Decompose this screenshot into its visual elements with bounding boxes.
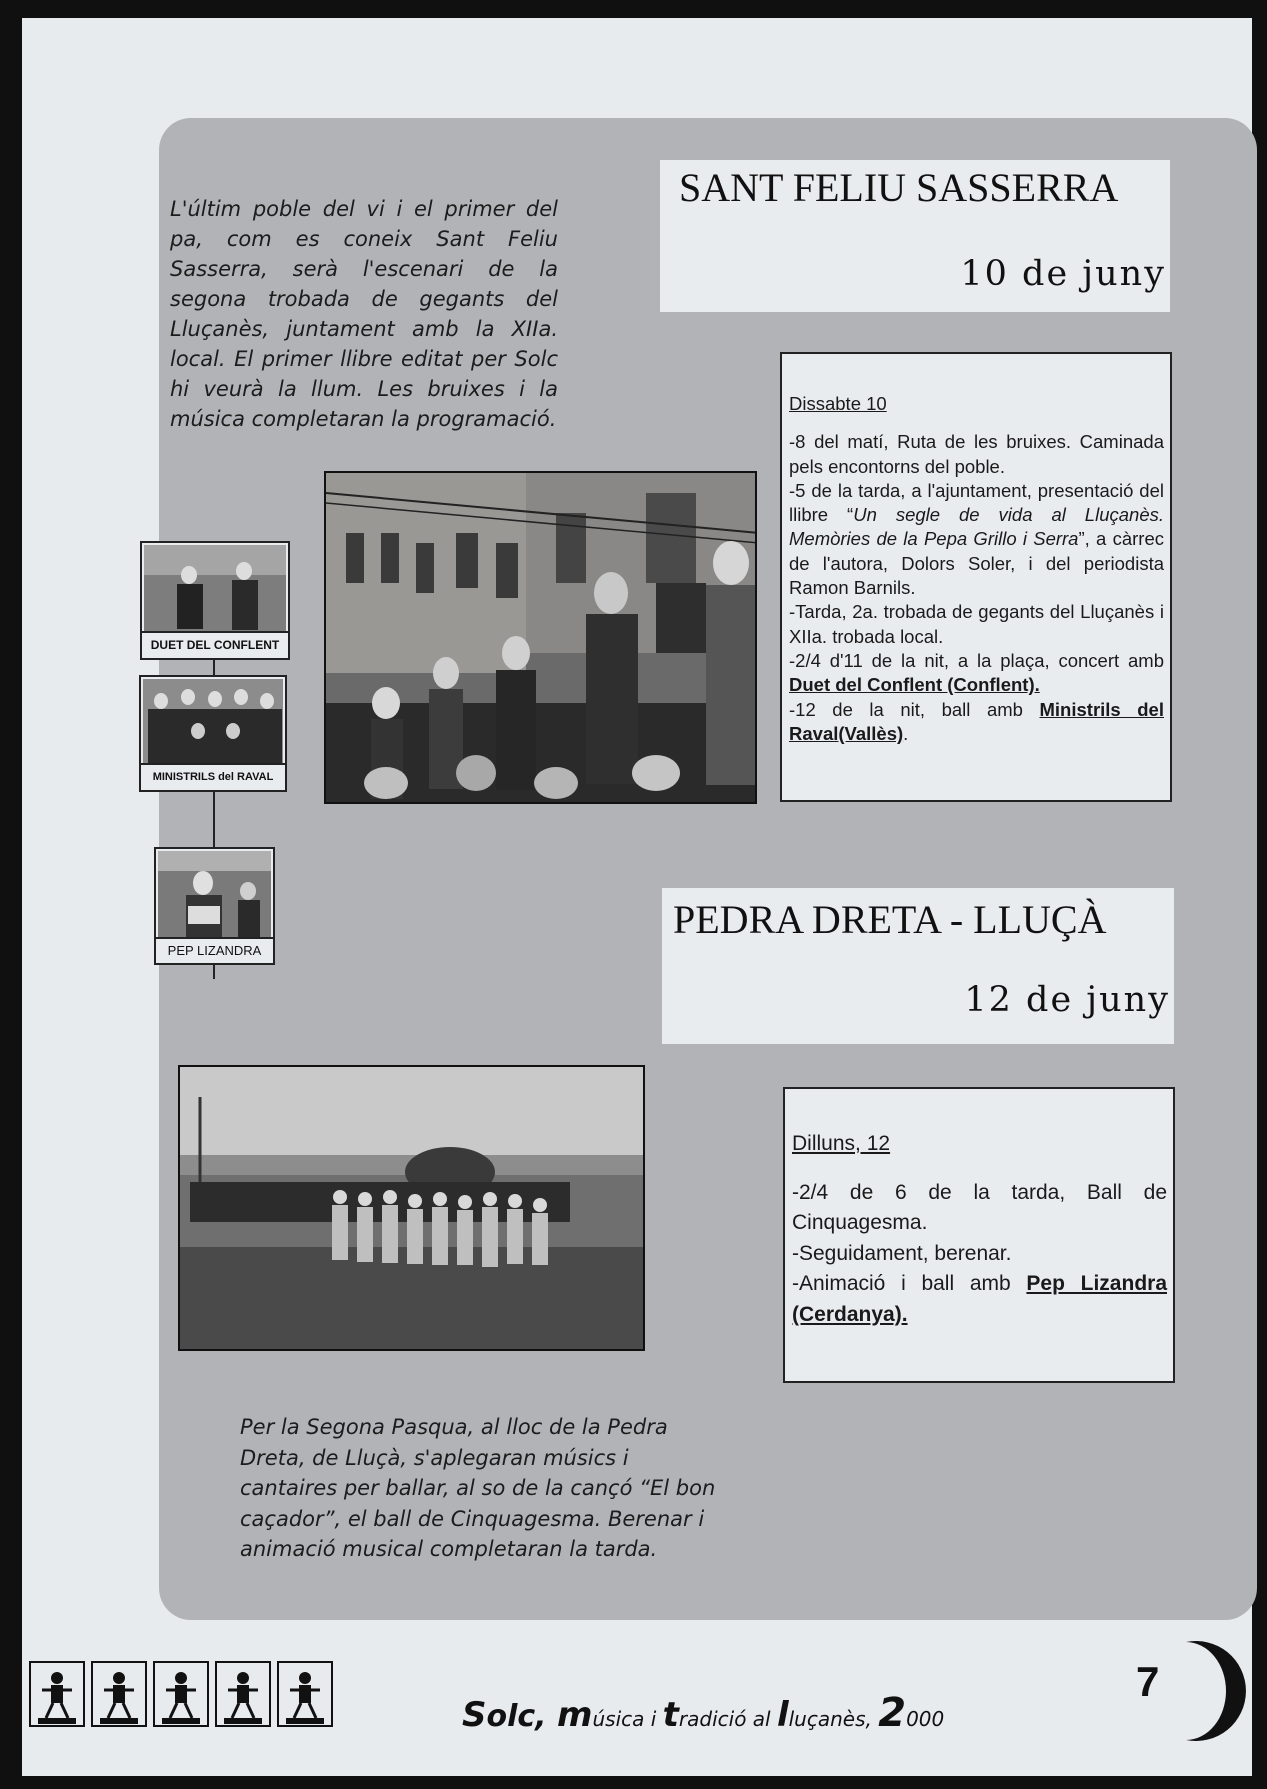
outro-paragraph: Per la Segona Pasqua, al lloc de la Pedra Dreta, de Lluçà, s'aplegaran músics i cantaires per ballar, al so de la cançó “El bon caçador”, el ball de Cinquagesma. Berenar i animació musical completaran la tarda. [240,1415,716,1561]
event2-day: Dilluns, 12 [792,1132,891,1155]
dancer-logo-icon [154,1662,208,1726]
schedule-item: -5 de la tarda, a l'ajuntament, presentació del llibre “Un segle de vida al Lluçanès. Memòries de la Pepa Grillo i Serra”, a càrrec de l'autora, Dolors Soler, i del periodista Ramon Barnils. [789,479,1165,599]
pep-lizandra-image [158,851,271,939]
footer-logos [28,1660,340,1728]
schedule-item: -12 de la nit, ball amb Ministrils del Raval(Vallès). [789,698,1164,744]
page-number: 7 [1136,1658,1160,1705]
schedule-item: -Tarda, 2a. trobada de gegants del Lluçanès i XIIa. trobada local. [789,601,1164,647]
event1-schedule [780,352,1172,802]
duet-conflent-image [144,545,286,633]
dance-photo [178,1065,645,1351]
intro-paragraph: L'últim poble del vi i el primer del pa, com es coneix Sant Feliu Sasserra, serà l'escenari de la segona trobada de gegants del Lluçanès, juntament amb la XIIa. local. El primer llibre editat per Solc hi veurà la llum. Les bruixes i la música completaran la programació. [170,197,558,431]
crescent-moon-icon [1176,1638,1256,1744]
duet-conflent-thumbnail [140,541,290,660]
ministrils-raval-caption: MINISTRILS del RAVAL [141,763,285,790]
pep-lizandra-caption: PEP LIZANDRA [156,937,273,963]
pep-lizandra-link: Pep Lizandra (Cerdanya). [792,1272,1167,1326]
connector-line [213,660,215,676]
schedule-item: -Animació i ball amb Pep Lizandra (Cerdanya). [792,1272,1167,1326]
dance-photo-image [180,1067,645,1351]
connector-line [213,792,215,847]
connector-line [213,965,215,979]
duet-conflent-caption: DUET DEL CONFLENT [142,631,288,658]
giants-photo-image [326,473,757,804]
duet-conflent-link: Duet del Conflent (Conflent). [789,674,1040,696]
dancer-logo-icon [30,1662,84,1726]
ministrils-raval-thumbnail [139,675,287,792]
event1-day: Dissabte 10 [789,393,887,414]
pep-lizandra-thumbnail [154,847,275,965]
dancer-logo-icon [216,1662,270,1726]
ministrils-raval-image [143,679,283,765]
event2-title: PEDRA DRETA - LLUÇÀ [673,897,1107,942]
schedule-item: -2/4 de 6 de la tarda, Ball de Cinquagesma. [792,1180,1167,1234]
schedule-item: -Seguidament, berenar. [792,1241,1012,1265]
event1-title-box [660,160,1170,312]
event1-title: SANT FELIU SASSERRA [679,165,1119,210]
dancer-logo-icon [92,1662,146,1726]
giants-photo [324,471,757,804]
dancer-logo-icon [278,1662,332,1726]
event2-title-box [662,888,1174,1044]
footer-publication-title: Solc, música i tradició al lluçanès, 2000 [462,1690,945,1736]
event2-date: 12 de juny [964,980,1170,1020]
schedule-item: -2/4 d'11 de la nit, a la plaça, concert amb Duet del Conflent (Conflent). [789,649,1164,696]
event1-date: 10 de juny [960,254,1166,294]
ministrils-raval-link: Ministrils del Raval(Vallès) [789,698,1164,744]
schedule-item: -8 del matí, Ruta de les bruixes. Caminada pels encontorns del poble. [789,431,1164,477]
event2-schedule [783,1087,1175,1383]
